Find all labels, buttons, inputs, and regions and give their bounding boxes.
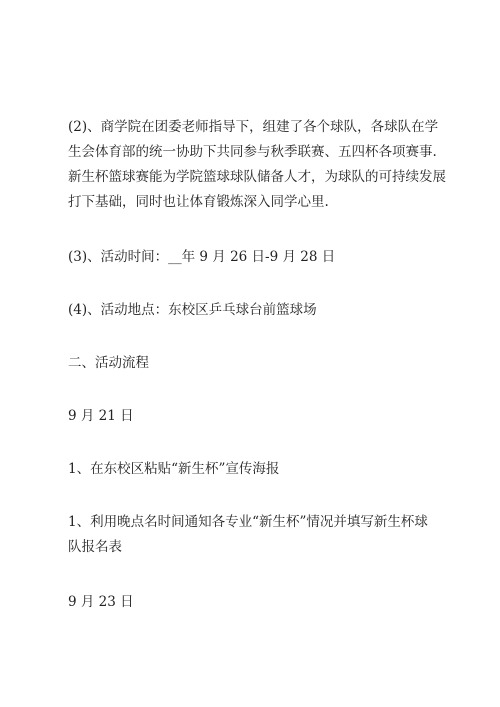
paragraph-activity-time (68, 245, 440, 270)
text-line: 新生杯篮球赛能为学院篮球球队储备人才，为球队的可持续发展 (68, 169, 446, 185)
paragraph-team-building (68, 115, 446, 215)
text-line: 队报名表 (68, 539, 122, 555)
text-line: 9 月 23 日 (68, 594, 134, 610)
list-item-poster (68, 457, 440, 482)
date-heading (68, 404, 440, 429)
text-line: 二、活动流程 (68, 355, 149, 371)
text-line: 打下基础，同时也让体育锻炼深入同学心里. (68, 194, 329, 210)
list-item-notify-signup (68, 510, 440, 560)
section-heading-activity-process (68, 351, 440, 376)
paragraph-activity-location (68, 298, 440, 323)
text-line: 1、在东校区粘贴“新生杯”宣传海报 (68, 461, 280, 477)
text-line: 9 月 21 日 (68, 408, 134, 424)
text-line: 生会体育部的统一协助下共同参与秋季联赛、五四杯各项赛事. (68, 144, 437, 160)
text-line: (4)、活动地点：东校区乒乓球台前篮球场 (68, 302, 317, 318)
text-line: 1、利用晚点名时间通知各专业“新生杯”情况并填写新生杯球 (68, 514, 428, 530)
date-heading (68, 590, 440, 615)
text-line: (3)、活动时间：__年 9 月 26 日-9 月 28 日 (68, 249, 336, 265)
text-line: (2)、商学院在团委老师指导下，组建了各个球队，各球队在学 (68, 119, 439, 135)
